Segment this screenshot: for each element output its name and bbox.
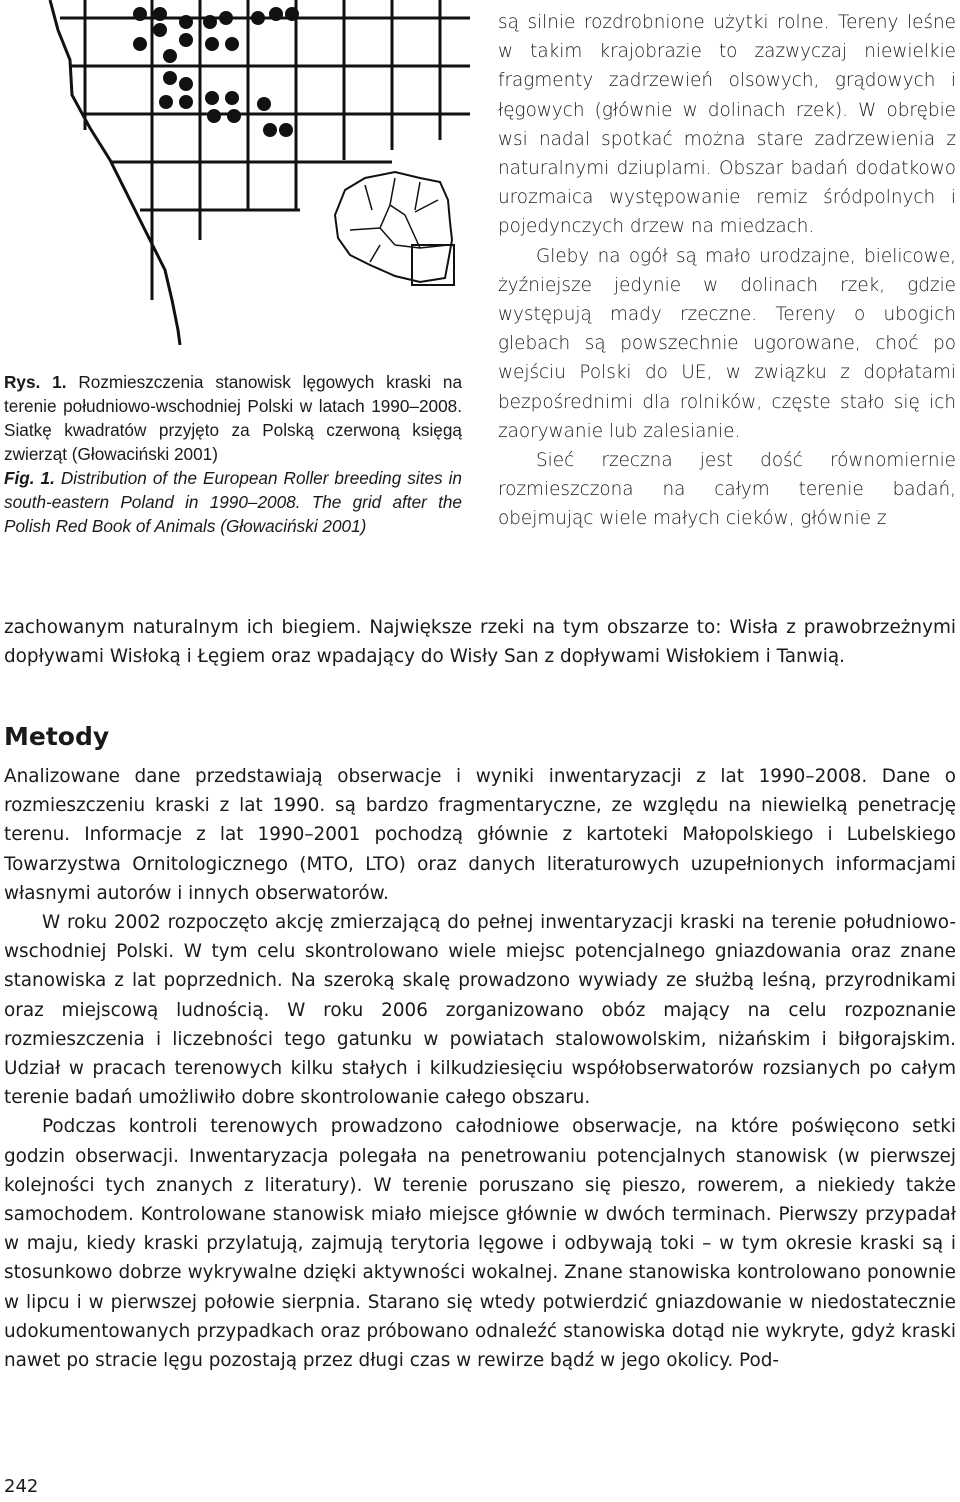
- paragraph: Sieć rzeczna jest dość równomiernie rozmieszczona na całym terenie badań, obejmując wiele małych cieków, głównie z: [498, 450, 956, 530]
- paragraph: są silnie rozdrobnione użytki rolne. Tereny leśne w takim krajobrazie to zazwyczaj niewielkie fragmenty zadrzewień olsowych, grądowych i łęgowych (głównie w dolinach rzek). W obrębie wsi nadal spotkać można stare zadrzewienia z naturalnymi dziuplami. Obszar badań dodatkowo urozmaica występowanie remiz śródpolnych i pojedynczych drzew na miedzach.: [498, 12, 956, 238]
- page-number: 242: [4, 1476, 39, 1497]
- paragraph: Analizowane dane przedstawiają obserwacje i wyniki inwentaryzacji z lat 1990–2008. Dane o rozmieszczeniu kraski z lat 1990. są bardzo fragmentaryczne, ze względu na niewielką penetrację terenu. Informacje z lat 1990–2001 pochodzą głównie z kartoteki Małopolskiego i Lubelskiego Towarzystwa Ornitologicznego (MTO, LTO) oraz danych literaturowych uzupełnionych informacjami własnymi autorów i innych obserwatorów.: [4, 766, 956, 904]
- caption-english: [4, 466, 462, 538]
- paragraph: zachowanym naturalnym ich biegiem. Największe rzeki na tym obszarze to: Wisła z prawobrzeżnymi dopływami Wisłoką i Łęgiem oraz wpadający do Wisły San z dopływami Wisłokiem i Tanwią.: [4, 617, 956, 668]
- figure-caption: [4, 370, 462, 538]
- right-column-text: [498, 8, 956, 534]
- breeding-site-dots: [133, 7, 299, 137]
- section-heading: Metody: [4, 722, 110, 751]
- distribution-map-figure: [0, 0, 470, 345]
- caption-label-pl: Rys. 1.: [4, 372, 67, 392]
- paragraph: Podczas kontroli terenowych prowadzono całodniowe obserwacje, na które poświęcono setki godzin obserwacji. Inwentaryzacja polegała na penetrowaniu potencjalnych stanowisk (w pierwszej kolejności tych znanych z literatury). W terenie poruszano się pieszo, rowerem, a niekiedy także samochodem. Kontrolowane stanowisk miało miejsce głównie w dwóch terminach. Pierwszy przypadał w maju, kiedy kraski przylatują, zajmują terytoria lęgowe i odbywają toki – w tym okresie kraski są i stosunkowo dobrze wykrywalne dzięki aktywności wokalnej. Znane stanowiska kontrolowano ponownie w lipcu i w pierwszej połowie sierpnia. Starano się wtedy potwierdzić gniazdowanie w niedostatecznie udokumentowanych przypadkach oraz próbowano odnaleźć stanowiska dotąd nie wykryte, gdyż kraski nawet po stracie lęgu pozostają przez długi czas w rewirze bądź w jego okolicy. Pod-: [4, 1116, 956, 1372]
- study-area-border: [50, 0, 180, 345]
- poland-inset-map: [335, 172, 454, 285]
- caption-polish: [4, 370, 462, 466]
- caption-label-en: Fig. 1.: [4, 468, 55, 488]
- continuation-text: [4, 613, 956, 671]
- caption-text-en: Distribution of the European Roller breeding sites in south-eastern Poland in 1990–2008. The grid after the Polish Red Book of Animals (Głowaciński 2001): [4, 468, 462, 536]
- caption-text-pl: Rozmieszczenia stanowisk lęgowych kraski na terenie południowo-wschodniej Polski w latach 1990–2008. Siatkę kwadratów przyjęto za Polską czerwoną księgą zwierząt (Głowaciński 2001): [4, 372, 463, 464]
- methods-section: [4, 762, 956, 1375]
- paragraph: Gleby na ogół są mało urodzajne, bielicowe, żyźniejsze jedynie w dolinach rzek, gdzie występują mady rzeczne. Tereny o ubogich glebach są powszechnie ugorowane, choć po wejściu Polski do UE, w związku z dopłatami bezpośrednimi dla rolników, częste stało się ich zaorywanie lub zalesianie.: [498, 245, 956, 442]
- paragraph: W roku 2002 rozpoczęto akcję zmierzającą do pełnej inwentaryzacji kraski na terenie południowo-wschodniej Polski. W tym celu skontrolowano wiele miejsc potencjalnego gniazdowania oraz znane stanowiska z lat poprzednich. Na szeroką skalę prowadzono wywiady ze służbą leśną, przyrodnikami oraz miejscową ludnością. W roku 2006 zorganizowano obóz mający na celu rozpoznanie rozmieszczenia i liczebności tego gatunku w powiatach stalowowolskim, niżańskim i biłgorajskim. Udział w pracach terenowych kilku stałych i kilkudziesięciu współobserwatorów rozsianych po całym terenie badań umożliwiło dobre skontrolowanie całego obszaru.: [4, 912, 956, 1109]
